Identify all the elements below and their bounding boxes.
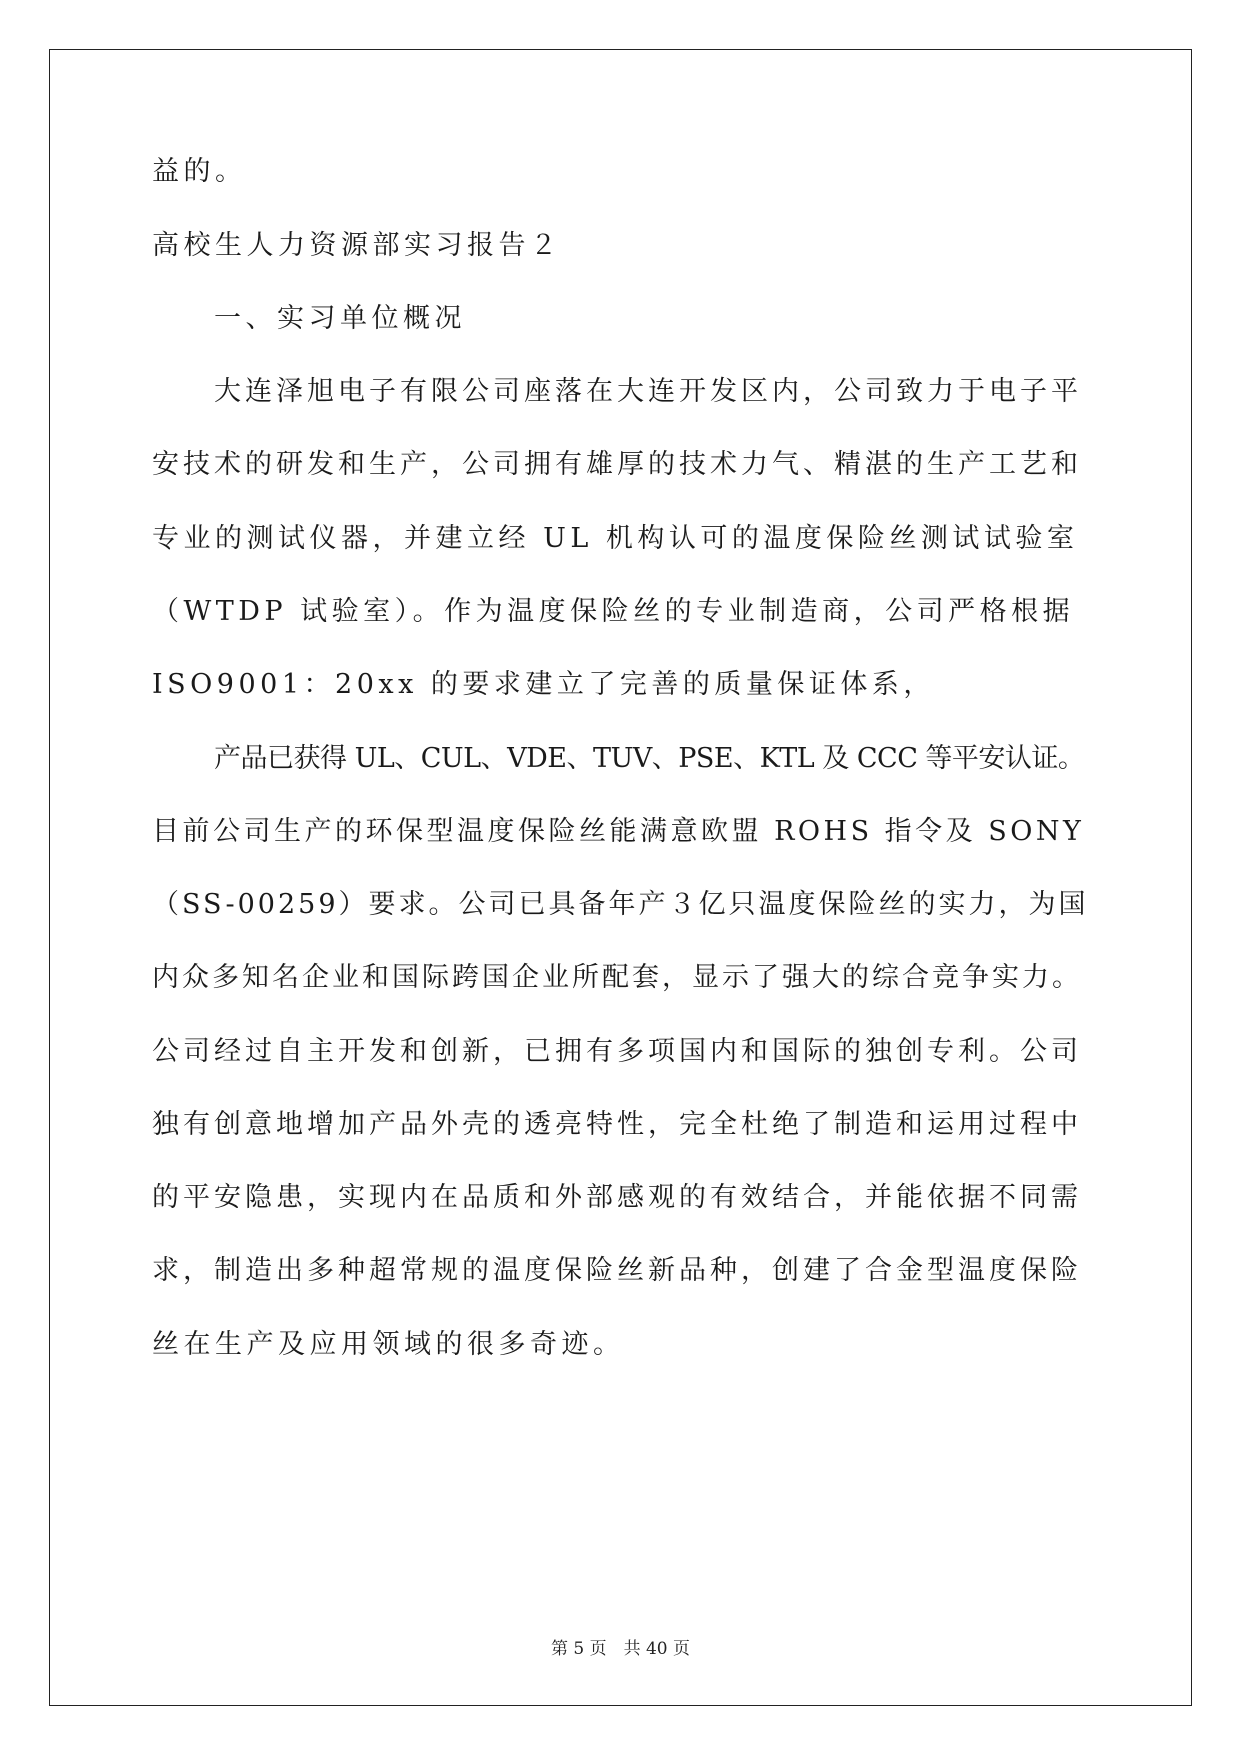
paragraph-line: 内众多知名企业和国际跨国企业所配套，显示了强大的综合竞争实力。: [152, 962, 1082, 993]
paragraph-line: 的平安隐患，实现内在品质和外部感观的有效结合，并能依据不同需: [152, 1182, 1082, 1213]
subsection-heading: 一、实习单位概况: [214, 303, 466, 334]
paragraph-line: 益的。: [152, 156, 247, 187]
paragraph-line: （WTDP 试验室）。作为温度保险丝的专业制造商，公司严格根据: [152, 596, 1075, 627]
section-title: 高校生人力资源部实习报告２: [152, 230, 562, 261]
paragraph-line: ISO9001：20xx 的要求建立了完善的质量保证体系，: [152, 669, 935, 700]
paragraph-line: 公司经过自主开发和创新，已拥有多项国内和国际的独创专利。公司: [152, 1036, 1082, 1067]
paragraph-line: 产品已获得 UL、CUL、VDE、TUV、PSE、KTL 及 CCC 等平安认证。: [214, 743, 1085, 774]
paragraph-line: 目前公司生产的环保型温度保险丝能满意欧盟 ROHS 指令及 SONY: [152, 816, 1085, 847]
page-number-footer: 第 5 页 共 40 页: [550, 1639, 691, 1659]
paragraph-line: 大连泽旭电子有限公司座落在大连开发区内，公司致力于电子平: [214, 376, 1082, 407]
page-border: [49, 49, 1192, 1706]
paragraph-line: （SS-00259）要求。公司已具备年产３亿只温度保险丝的实力，为国: [152, 889, 1089, 920]
paragraph-line: 安技术的研发和生产，公司拥有雄厚的技术力气、精湛的生产工艺和: [152, 449, 1082, 480]
paragraph-line: 专业的测试仪器，并建立经 UL 机构认可的温度保险丝测试试验室: [152, 523, 1079, 554]
paragraph-line: 丝在生产及应用领域的很多奇迹。: [152, 1329, 625, 1360]
paragraph-line: 求，制造出多种超常规的温度保险丝新品种，创建了合金型温度保险: [152, 1255, 1082, 1286]
paragraph-line: 独有创意地增加产品外壳的透亮特性，完全杜绝了制造和运用过程中: [152, 1109, 1082, 1140]
